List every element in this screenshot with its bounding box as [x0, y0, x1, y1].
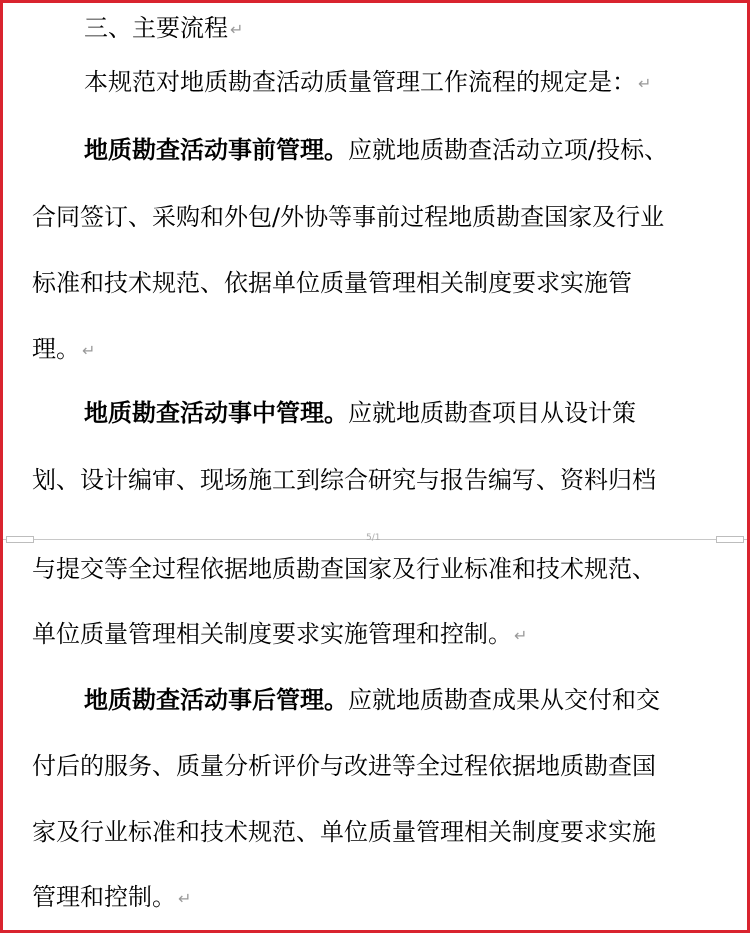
text-line: 单位质量管理相关制度要求实施管理和控制。 ↵ [32, 620, 528, 648]
text-line: 标准和技术规范、依据单位质量管理相关制度要求实施管 [32, 269, 632, 297]
text-line: 与提交等全过程依据地质勘查国家及行业标准和技术规范、 [32, 555, 656, 583]
paragraph-mark-icon: ↵ [82, 341, 96, 360]
page-break [0, 533, 750, 544]
text-line: 合同签订、采购和外包/外协等事前过程地质勘查国家及行业 [32, 203, 665, 231]
section-title: 地质勘查活动事后管理。 [84, 686, 348, 714]
paragraph-pre-management: 地质勘查活动事前管理。应就地质勘查活动立项/投标、 [84, 136, 669, 164]
text-line: 付后的服务、质量分析评价与改进等全过程依据地质勘查国 [32, 752, 656, 780]
text-line: 家及行业标准和技术规范、单位质量管理相关制度要求实施 [32, 818, 656, 846]
paragraph-mid-management: 地质勘查活动事中管理。应就地质勘查项目从设计策 [84, 399, 636, 427]
paragraph-mark-icon: ↵ [638, 74, 652, 93]
text-line: 划、设计编审、现场施工到综合研究与报告编写、资料归档 [32, 466, 656, 494]
intro-paragraph: 本规范对地质勘查活动质量管理工作流程的规定是： ↵ [84, 68, 652, 96]
paragraph-mark-icon: ↵ [230, 20, 244, 39]
text-line: 管理和控制。 ↵ [32, 883, 192, 911]
section-heading: 三、主要流程 ↵ [84, 14, 244, 42]
page-break-mark: 5/1 [366, 533, 381, 543]
paragraph-mark-icon: ↵ [178, 889, 192, 908]
section-title: 地质勘查活动事前管理。 [84, 136, 348, 164]
section-title: 地质勘查活动事中管理。 [84, 399, 348, 427]
text-line: 理。 ↵ [32, 335, 96, 363]
paragraph-mark-icon: ↵ [514, 626, 528, 645]
paragraph-post-management: 地质勘查活动事后管理。应就地质勘查成果从交付和交 [84, 686, 660, 714]
